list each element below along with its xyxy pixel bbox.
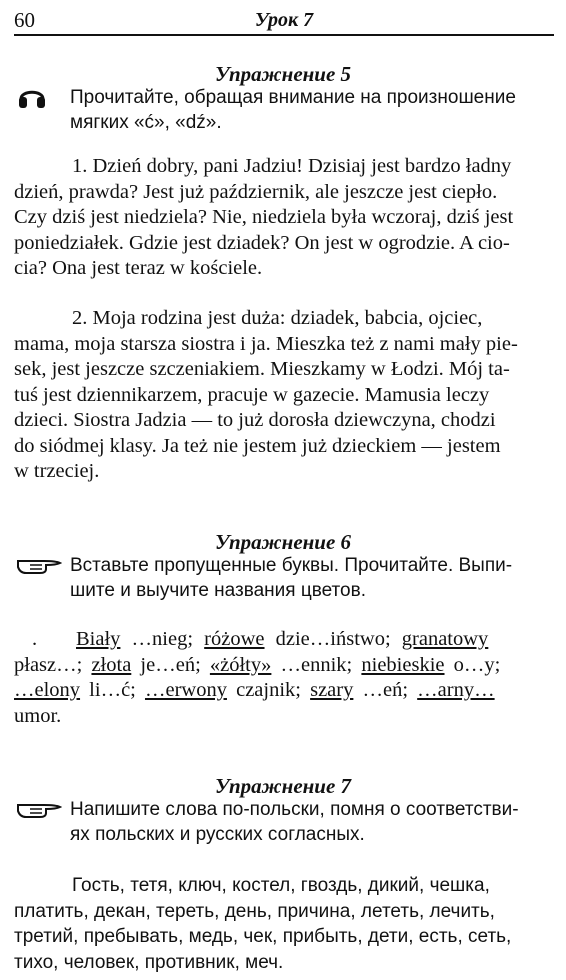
exercise-7-title: Упражнение 7 <box>214 774 352 798</box>
page-number: 60 <box>14 8 35 32</box>
text-line: 2. Moja rodzina jest duża: dziadek, babcia, ojciec, <box>72 307 483 329</box>
word-line: третий, пребывать, медь, чек, прибыть, дети, есть, сеть, <box>14 926 512 947</box>
exercise-6-text <box>14 627 554 729</box>
text-line: w trzeciej. <box>14 460 100 482</box>
color-word: …erwony <box>144 679 227 701</box>
text-line: cia? Ona jest teraz w kościele. <box>14 257 263 279</box>
color-word: złota <box>91 653 132 676</box>
instruction-line: Прочитайте, обращая внимание на произношение <box>70 87 516 108</box>
exercise-5-paragraph-1 <box>14 154 554 282</box>
gap-word: płasz…; <box>14 653 83 676</box>
text-line: dzień, prawda? Jest już październik, ale jeszcze jest ciepło. <box>14 180 498 203</box>
gap-word: …eń; <box>362 679 409 701</box>
gap-word: li…ć; <box>89 679 136 701</box>
exercise-5-instruction <box>70 86 548 135</box>
exercise-5-paragraph-2 <box>14 306 554 485</box>
color-word: …elony <box>14 679 81 701</box>
color-word: różowe <box>204 628 265 650</box>
exercise-6-instruction <box>70 554 548 603</box>
exercise-6-title: Упражнение 6 <box>214 530 352 554</box>
instruction-line: мягких «ć», «dź». <box>70 111 222 133</box>
lesson-title: Урок 7 <box>254 9 314 31</box>
bullet: . <box>32 628 38 650</box>
text-line: do siódmej klasy. Ja też nie jestem już dzieckiem — jestem <box>14 434 501 457</box>
text-line: Czy dziś jest niedziela? Nie, niedziela była wczoraj, dziś jest <box>14 206 514 228</box>
gap-word: je…eń; <box>140 653 201 676</box>
instruction-line: Напишите слова по-польски, помня о соответстви- <box>70 799 519 820</box>
exercise-7-words <box>14 873 554 975</box>
page-header <box>14 6 554 36</box>
text-line: 1. Dzień dobry, pani Jadziu! Dzisiaj jest bardzo ładny <box>72 155 512 177</box>
word-line: платить, декан, тереть, день, причина, лететь, лечить, <box>14 900 495 922</box>
text-line: umor. <box>14 704 62 727</box>
color-word: niebieskie <box>361 653 445 676</box>
exercise-7-instruction <box>70 798 548 847</box>
color-word: Biały <box>76 628 121 650</box>
exercise-5-title: Упражнение 5 <box>214 62 352 86</box>
color-word: «żółty» <box>209 653 272 676</box>
text-line: dzieci. Siostra Jadzia — to już dorosła dziewczyna, chodzi <box>14 409 496 431</box>
gap-word: o…y; <box>453 653 501 676</box>
word-line: Гость, тетя, ключ, костел, гвоздь, дикий, чешка, <box>72 875 490 896</box>
text-line <box>14 678 554 704</box>
gap-word: …ennik; <box>280 653 353 676</box>
color-word: szary <box>310 679 354 701</box>
color-word: granatowy <box>401 628 489 650</box>
pointing-hand-icon <box>16 553 62 575</box>
text-line: mama, moja starsza siostra i ja. Mieszka też z nami mały pie- <box>14 332 518 355</box>
headphones-icon <box>18 85 46 109</box>
gap-word: dzie…iństwo; <box>275 628 391 650</box>
text-line: sek, jest jeszcze szczeniakiem. Mieszkamy w Łodzi. Mój ta- <box>14 358 510 380</box>
color-word: …arny… <box>417 679 495 701</box>
gap-word: czajnik; <box>236 679 301 701</box>
instruction-line: Вставьте пропущенные буквы. Прочитайте. Выпи- <box>70 555 513 576</box>
instruction-line: ях польских и русских согласных. <box>70 823 365 845</box>
text-line: poniedziałek. Gdzie jest dziadek? On jest w ogrodzie. A cio- <box>14 231 510 254</box>
instruction-line: шите и выучите названия цветов. <box>70 579 366 601</box>
gap-word: …nieg; <box>131 628 194 650</box>
pointing-hand-icon <box>16 797 62 819</box>
text-line <box>14 653 554 679</box>
word-line: тихо, человек, противник, меч. <box>14 951 284 973</box>
text-line: tuś jest dziennikarzem, pracuje w gazecie. Mamusia leczy <box>14 383 490 406</box>
text-line <box>14 627 554 653</box>
